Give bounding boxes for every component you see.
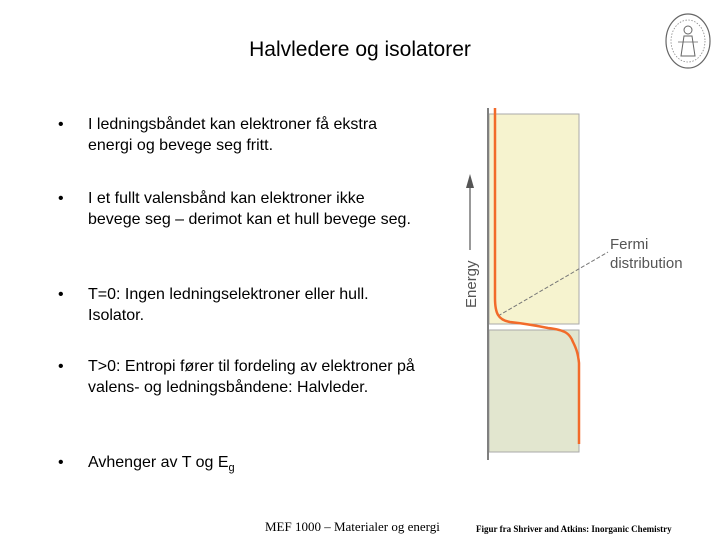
energy-arrow-head — [466, 174, 474, 188]
bullet-text: I et fullt valensbånd kan elektroner ikke bevege seg – derimot kan et hull bevege seg. — [88, 190, 411, 228]
bullet-text — [88, 452, 418, 479]
conduction-band — [489, 114, 579, 324]
bullet-marker: • — [58, 190, 64, 207]
bullet-text: I ledningsbåndet kan elektroner få ekstra energi og bevege seg fritt. — [88, 116, 378, 154]
fermi-label-line2: distribution — [610, 255, 683, 272]
valence-band — [489, 330, 579, 452]
bullet-marker: • — [58, 454, 64, 471]
university-seal-icon — [664, 12, 712, 70]
slide-title: Halvledere og isolatorer — [249, 38, 471, 61]
bullet-text: T>0: Entropi fører til fordeling av elektroner på valens- og ledningsbåndene: Halvleder. — [88, 358, 415, 396]
figure-credit: Figur fra Shriver and Atkins: Inorganic Chemistry — [476, 524, 672, 534]
bullet-text-subscript: g — [228, 462, 235, 475]
footer-text: MEF 1000 – Materialer og energi — [265, 519, 440, 534]
fermi-label-line1: Fermi — [610, 236, 649, 253]
band-diagram — [458, 108, 708, 468]
bullet-marker: • — [58, 358, 64, 375]
bullet-marker: • — [58, 286, 64, 303]
bullet-marker: • — [58, 116, 64, 133]
bullet-text-main: Avhenger av T og E — [88, 454, 229, 471]
bullet-text: T=0: Ingen ledningselektroner eller hull. Isolator. — [88, 286, 369, 324]
energy-axis-label: Energy — [463, 260, 480, 308]
